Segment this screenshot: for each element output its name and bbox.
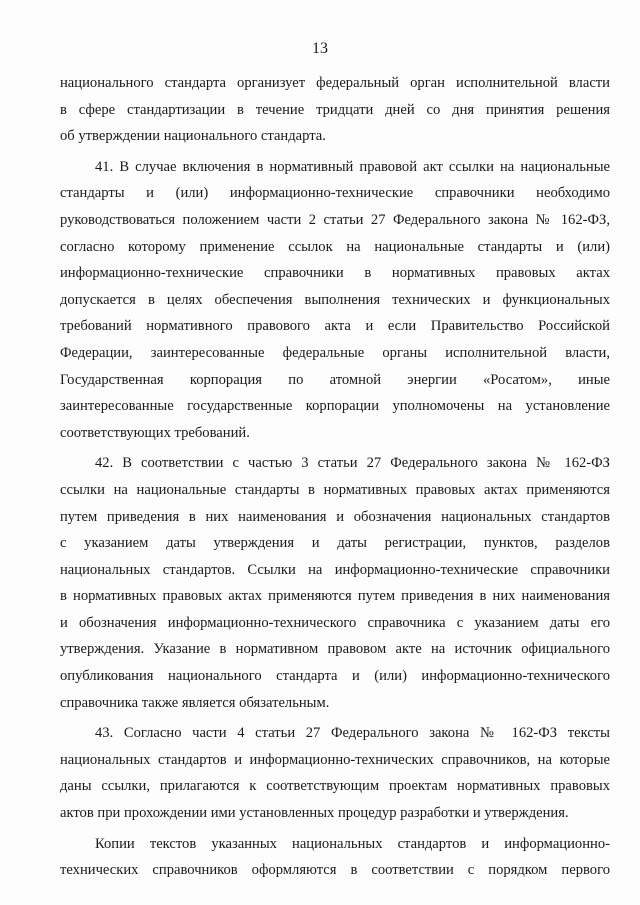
text-line: согласно которому применение ссылок на национальные стандарты и (или) (60, 238, 610, 255)
text-line: руководствоваться положением части 2 статьи 27 Федерального закона № 162-ФЗ, (60, 211, 610, 228)
text-line: 41. В случае включения в нормативный правовой акт ссылки на национальные (95, 158, 610, 175)
paragraph-41 (60, 154, 610, 447)
paragraph-continuation (60, 70, 610, 150)
text-line: в нормативных правовых актах применяются путем приведения в них наименования (60, 588, 610, 605)
text-line: допускается в целях обеспечения выполнения технических и функциональных (60, 291, 610, 308)
text-line: национальных стандартов. Ссылки на информационно-технические справочники (60, 561, 610, 578)
text-line: и обозначения информационно-технического справочника с указанием даты его (60, 614, 610, 631)
page-number: 13 (312, 40, 328, 57)
text-line: 43. Согласно части 4 статьи 27 Федерального закона № 162-ФЗ тексты (95, 725, 610, 742)
text-line: информационно-технические справочники в нормативных правовых актах (60, 265, 610, 282)
text-line: Федерации, заинтересованные федеральные органы исполнительной власти, (60, 344, 610, 361)
paragraph-43 (60, 720, 610, 826)
text-line: заинтересованные государственные корпорации уполномочены на установление (60, 398, 610, 415)
text-line: опубликования национального стандарта и (или) информационно-технического (60, 668, 610, 685)
text-line: даны ссылки, прилагаются к соответствующим проектам нормативных правовых (60, 778, 610, 795)
text-line: об утверждении национального стандарта. (60, 128, 326, 145)
text-line: национальных стандартов и информационно-технических справочников, на которые (60, 751, 610, 768)
text-line: 42. В соответствии с частью 3 статьи 27 Федерального закона № 162-ФЗ (95, 455, 610, 472)
text-line: национального стандарта организует федеральный орган исполнительной власти (60, 75, 610, 91)
text-line: стандарты и (или) информационно-технические справочники необходимо (60, 185, 610, 202)
text-line: с указанием даты утверждения и даты регистрации, пунктов, разделов (60, 535, 610, 552)
text-line: путем приведения в них наименования и обозначения национальных стандартов (60, 508, 610, 525)
paragraph-42 (60, 450, 610, 716)
text-line: справочника также является обязательным. (60, 694, 330, 711)
text-line: актов при прохождении ими установленных процедур разработки и утверждения. (60, 805, 569, 822)
paragraph-copies (60, 831, 610, 884)
text-line: технических справочников оформляются в соответствии с порядком первого (60, 862, 610, 879)
text-line: ссылки на национальные стандарты в нормативных правовых актах применяются (60, 481, 610, 498)
text-line: утверждения. Указание в нормативном правовом акте на источник официального (60, 641, 610, 658)
text-line: Копии текстов указанных национальных стандартов и информационно- (95, 835, 610, 852)
text-line: Государственная корпорация по атомной энергии «Росатом», иные (60, 371, 610, 388)
text-line: требований нормативного правового акта и если Правительство Российской (60, 318, 610, 335)
text-line: в сфере стандартизации в течение тридцати дней со дня принятия решения (60, 101, 610, 118)
body-text (60, 70, 610, 884)
text-line: соответствующих требований. (60, 424, 250, 441)
